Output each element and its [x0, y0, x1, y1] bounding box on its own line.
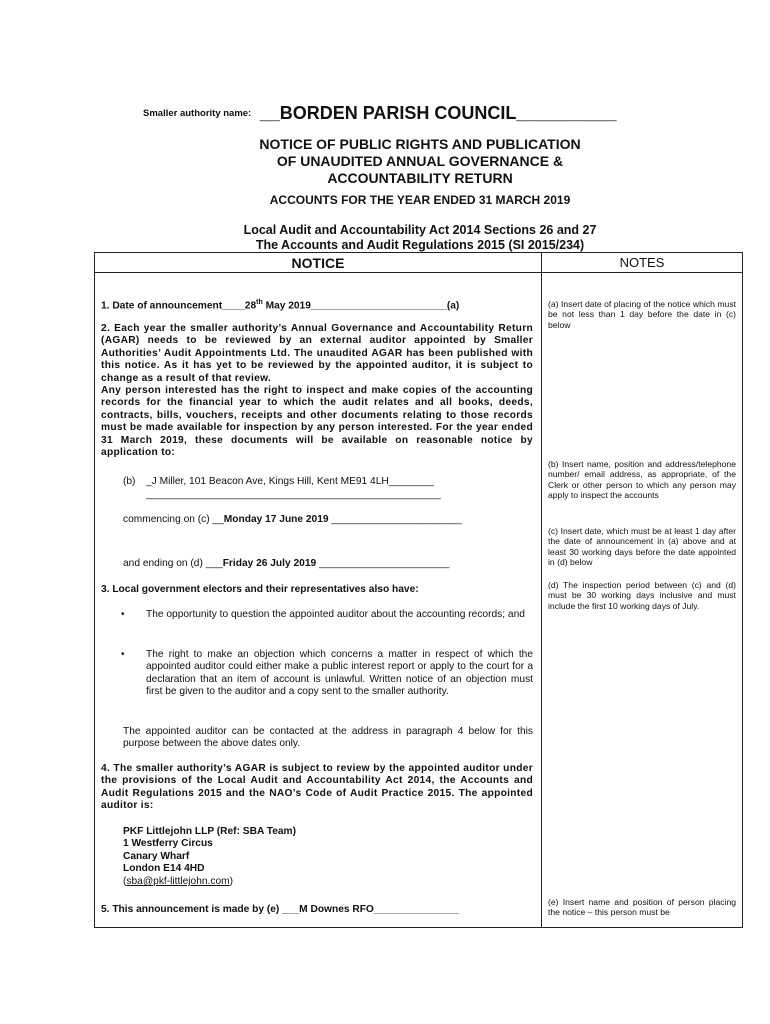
address-line-street: 1 Westferry Circus: [123, 838, 213, 850]
notes-heading: NOTES: [619, 255, 665, 270]
bullet-dot: •: [121, 649, 125, 660]
paragraph-2-agar: 2. Each year the smaller authority’s Annual Governance and Accountability Return (AGAR) needs to be reviewed by an external auditor appointed by Smaller Authorities’ Audit Appointments Ltd. The unaudited AGAR has been published with this notice. As it has yet to be reviewed by the appointed auditor, it is subject to change as a result of that review.: [101, 323, 533, 384]
auditor-contact-note: The appointed auditor can be contacted at the address in paragraph 4 below for this purpose between the above dates only.: [123, 726, 533, 750]
title-line-3: ACCOUNTABILITY RETURN: [327, 170, 513, 186]
note-c: (c) Insert date, which must be at least 1 day after the date of announcement in (a) above and at least 30 working days before the date appointed in (d) below: [548, 526, 736, 568]
ending-date: [123, 558, 449, 570]
commencing-label: commencing on (c) __: [123, 514, 224, 525]
bullet-question-auditor: The opportunity to question the appointed auditor about the accounting records; and: [146, 609, 525, 620]
date-suffix: th: [256, 299, 263, 306]
notice-table: [94, 252, 743, 928]
announcement-date-text: 1. Date of announcement____28: [101, 300, 257, 312]
paragraph-2-inspection-rights: Any person interested has the right to inspect and make copies of the accounting records for the financial year to which the audit relates and all books, deeds, contracts, bills, vouchers, receipts and other documents relating to those records must be made available for inspection by any person interested. For the year ended 31 March 2019, these documents will be available on reasonable notice by application to:: [101, 385, 533, 459]
inspection-contact-label: (b): [123, 476, 136, 487]
inspection-contact-line-2: ____________________________________________________: [146, 489, 441, 500]
inspection-contact-value: _J Miller, 101 Beacon Ave, Kings Hill, Kent ME91 4LH________: [146, 476, 435, 487]
auditor-address: [123, 826, 296, 876]
ending-value: Friday 26 July 2019: [222, 558, 317, 569]
announcement-date-tail: May 2019________________________(a): [262, 300, 460, 312]
commencing-date: [123, 514, 462, 526]
auditor-name: PKF Littlejohn LLP (Ref: SBA Team): [123, 826, 296, 837]
auditor-email-line: [123, 876, 233, 888]
paragraph-3-heading: 3. Local government electors and their representatives also have:: [101, 584, 419, 595]
paragraph-4-auditor: 4. The smaller authority’s AGAR is subject to review by the appointed auditor under the provisions of the Local Audit and Accountability Act 2014, the Accounts and Audit Regulations 2015 and the NAO’s Code of Audit Practice 2015. The appointed auditor is:: [101, 763, 533, 812]
column-divider: [541, 253, 542, 927]
address-line-postcode: London E14 4HD: [123, 863, 205, 875]
authority-name: __BORDEN PARISH COUNCIL__________: [259, 103, 617, 123]
bullet-objection-right: The right to make an objection which concerns a matter in respect of which the appointed auditor could either make a public interest report or apply to the court for a declaration that an item of account is unlawful. Written notice of an objection must first be given to the auditor and a copy sent to the smaller authority.: [146, 649, 533, 698]
document-title: [95, 136, 745, 187]
commencing-tail: _______________________: [328, 514, 462, 525]
legislation-heading: [95, 223, 745, 253]
note-b: (b) Insert name, position and address/telephone number/ email address, as appropriate, of the Clerk or other person to which any person may apply to inspect the accounts: [548, 459, 736, 501]
email-paren-close: ): [229, 876, 234, 887]
address-line-area: Canary Wharf: [123, 850, 190, 862]
document-subtitle: ACCOUNTS FOR THE YEAR ENDED 31 MARCH 2019: [269, 193, 571, 207]
ending-label: and ending on (d) ___: [123, 558, 223, 569]
auditor-email-link[interactable]: sba@pkf-littlejohn.com: [126, 876, 230, 887]
paragraph-5-announcer: 5. This announcement is made by (e) ___M Downes RFO_______________: [101, 904, 459, 915]
announcement-date: [101, 297, 531, 313]
note-d: (d) The inspection period between (c) and (d) must be 30 working days inclusive and must include the first 10 working days of July.: [548, 580, 736, 611]
act-line-1: Local Audit and Accountability Act 2014 Sections 26 and 27: [243, 223, 597, 237]
note-a: (a) Insert date of placing of the notice which must be not less than 1 day before the date in (c) below: [548, 299, 736, 330]
ending-tail: _______________________: [316, 558, 450, 569]
notice-heading: NOTICE: [291, 255, 345, 271]
authority-label: Smaller authority name:: [143, 108, 252, 119]
act-line-2: The Accounts and Audit Regulations 2015 (SI 2015/234): [255, 238, 585, 252]
note-e: (e) Insert name and position of person placing the notice – this person must be: [548, 897, 736, 918]
email-paren-open: (: [123, 876, 127, 887]
commencing-value: Monday 17 June 2019: [223, 514, 329, 525]
title-line-1: NOTICE OF PUBLIC RIGHTS AND PUBLICATION: [259, 136, 581, 152]
header-divider: [95, 272, 742, 273]
title-line-2: OF UNAUDITED ANNUAL GOVERNANCE &: [276, 153, 564, 169]
authority-name-line: [143, 103, 617, 124]
bullet-dot: •: [121, 609, 125, 620]
